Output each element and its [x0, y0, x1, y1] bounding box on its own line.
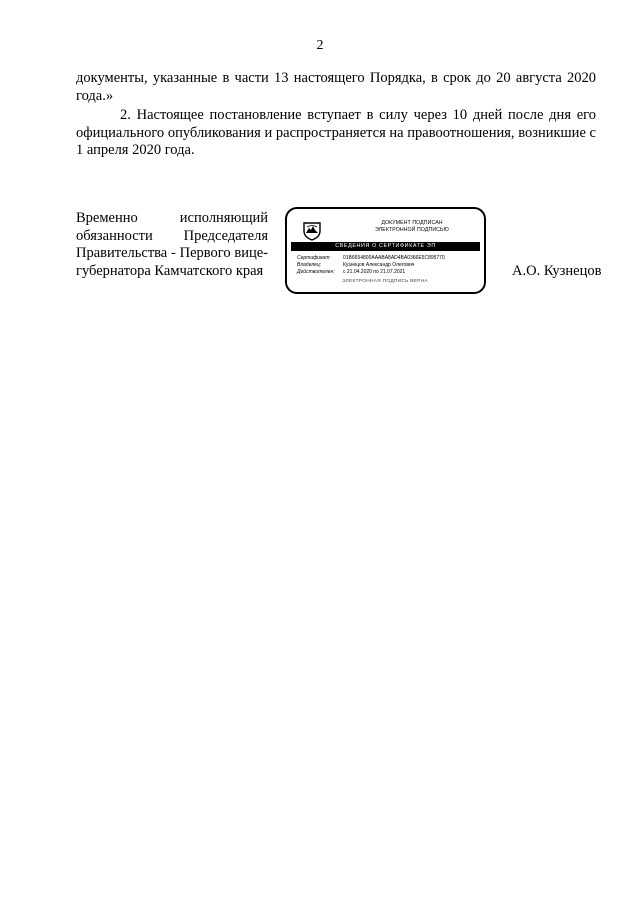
signatory-title-line2: губернатора Камчатского края [76, 262, 264, 279]
signatory-title-line1: Временно исполняющий обязанности Председателя Правительства - Первого вице- [76, 210, 268, 261]
owner-label: Владелец: [297, 262, 322, 268]
stamp-header-line1: ДОКУМЕНТ ПОДПИСАН [381, 220, 443, 226]
valid-label: Действителен: [297, 269, 335, 275]
signer-name: А.О. Кузнецов [512, 263, 602, 279]
stamp-header [347, 220, 477, 234]
stamp-cert-band: СВЕДЕНИЯ О СЕРТИФИКАТЕ ЭП [291, 242, 480, 251]
valid-value: с 21.04.2020 по 21.07.2021 [343, 269, 406, 275]
owner-value: Кузнецов Александр Олегович [343, 262, 415, 268]
stamp-owner-row [297, 262, 414, 268]
stamp-valid-row [297, 269, 405, 275]
cert-value: 01B6654800AAABA8AD4BA0366E5C895770 [343, 255, 445, 261]
paragraph-2: 2. Настоящее постановление вступает в силу через 10 дней после дня его официального опубликования и распространяется на правоотношения, возникшие с 1 апреля 2020 года. [76, 107, 596, 158]
cert-label: Сертификат: [297, 255, 331, 261]
stamp-footer: ЭЛЕКТРОННАЯ ПОДПИСЬ ВЕРНА [341, 279, 429, 284]
paragraph-continuation: документы, указанные в части 13 настоящего Порядка, в срок до 20 августа 2020 года.» [76, 70, 596, 104]
stamp-header-line2: ЭЛЕКТРОННОЙ ПОДПИСЬЮ [375, 227, 449, 233]
page-number: 2 [316, 38, 324, 53]
signatory-title [76, 210, 268, 280]
stamp-cert-row [297, 255, 445, 261]
coat-of-arms-icon [301, 219, 323, 241]
electronic-signature-stamp [285, 207, 486, 294]
